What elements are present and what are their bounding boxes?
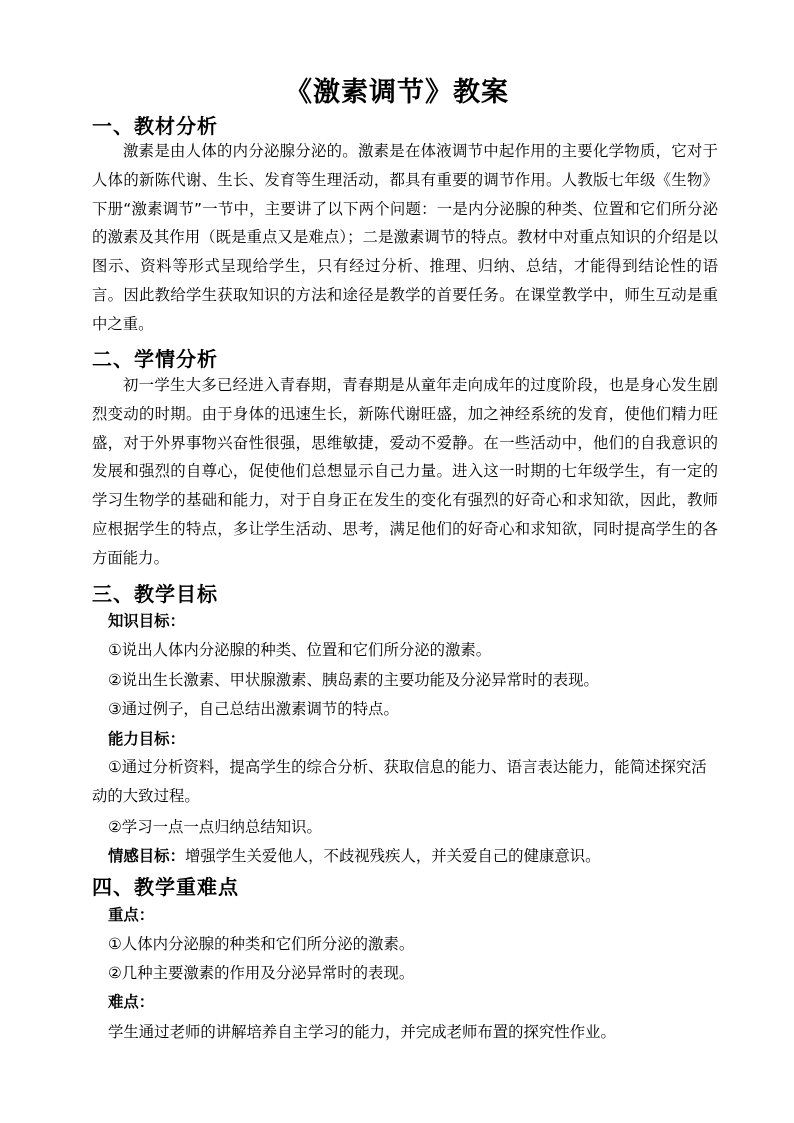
section-heading-student-analysis: 二、学情分析 <box>92 347 218 371</box>
knowledge-objectives-label: 知识目标： <box>108 612 185 630</box>
emotion-objectives-label: 情感目标： <box>108 847 185 865</box>
student-analysis-paragraph: 初一学生大多已经进入青春期，青春期是从童年走向成年的过度阶段，也是身心发生剧烈变动的时期。由于身体的迅速生长，新陈代谢旺盛，加之神经系统的发育，使他们精力旺盛，对于外界事物兴奋性很强，思维敏捷，爱动不爱静。在一些活动中，他们的自我意识的发展和强烈的自尊心，促使他们总想显示自己力量。进入这一时期的七年级学生，有一定的学习生物学的基础和能力，对于自身正在发生的变化有强烈的好奇心和求知欲，因此，教师应根据学生的特点，多让学生活动、思考，满足他们的好奇心和求知欲，同时提高学生的各方面能力。 <box>92 376 718 567</box>
material-analysis-paragraph: 激素是由人体的内分泌腺分泌的。激素是在体液调节中起作用的主要化学物质，它对于人体的新陈代谢、生长、发育等生理活动，都具有重要的调节作用。人教版七年级《生物》下册“激素调节”一节中，主要讲了以下两个问题：一是内分泌腺的种类、位置和它们所分泌的激素及其作用（既是重点又是难点）；二是激素调节的特点。教材中对重点知识的介绍是以图示、资料等形式呈现给学生，只有经过分析、推理、归纳、总结，才能得到结论性的语言。因此教给学生获取知识的方法和途径是教学的首要任务。在课堂教学中，师生互动是重中之重。 <box>92 142 718 333</box>
ability-objective-1: ①通过分析资料，提高学生的综合分析、获取信息的能力、语言表达能力，能简述探究活动的大致过程。 <box>92 758 707 805</box>
difficult-points-label: 难点： <box>108 993 155 1011</box>
emotion-objectives-text: 增强学生关爱他人，不歧视残疾人，并关爱自己的健康意识。 <box>184 847 601 865</box>
key-point-2: ②几种主要激素的作用及分泌异常时的表现。 <box>108 964 415 982</box>
difficult-point-text: 学生通过老师的讲解培养自主学习的能力，并完成老师布置的探究性作业。 <box>108 1023 616 1041</box>
emotion-objectives <box>108 845 720 867</box>
key-point-1: ①人体内分泌腺的种类和它们所分泌的激素。 <box>108 935 415 953</box>
section-heading-key-difficult-points: 四、教学重难点 <box>92 875 239 899</box>
document-title: 《激素调节》教案 <box>285 77 509 108</box>
section-heading-teaching-objectives: 三、教学目标 <box>92 582 218 606</box>
ability-objectives-label: 能力目标： <box>108 730 185 748</box>
key-points-label: 重点： <box>108 906 155 924</box>
knowledge-objective-1: ①说出人体内分泌腺的种类、位置和它们所分泌的激素。 <box>108 641 492 659</box>
ability-objective-2: ②学习一点一点归纳总结知识。 <box>108 818 322 836</box>
knowledge-objective-3: ③通过例子，自己总结出激素调节的特点。 <box>108 700 399 718</box>
knowledge-objective-2: ②说出生长激素、甲状腺激素、胰岛素的主要功能及分泌异常时的表现。 <box>108 671 599 689</box>
section-heading-material-analysis: 一、教材分析 <box>92 114 218 138</box>
